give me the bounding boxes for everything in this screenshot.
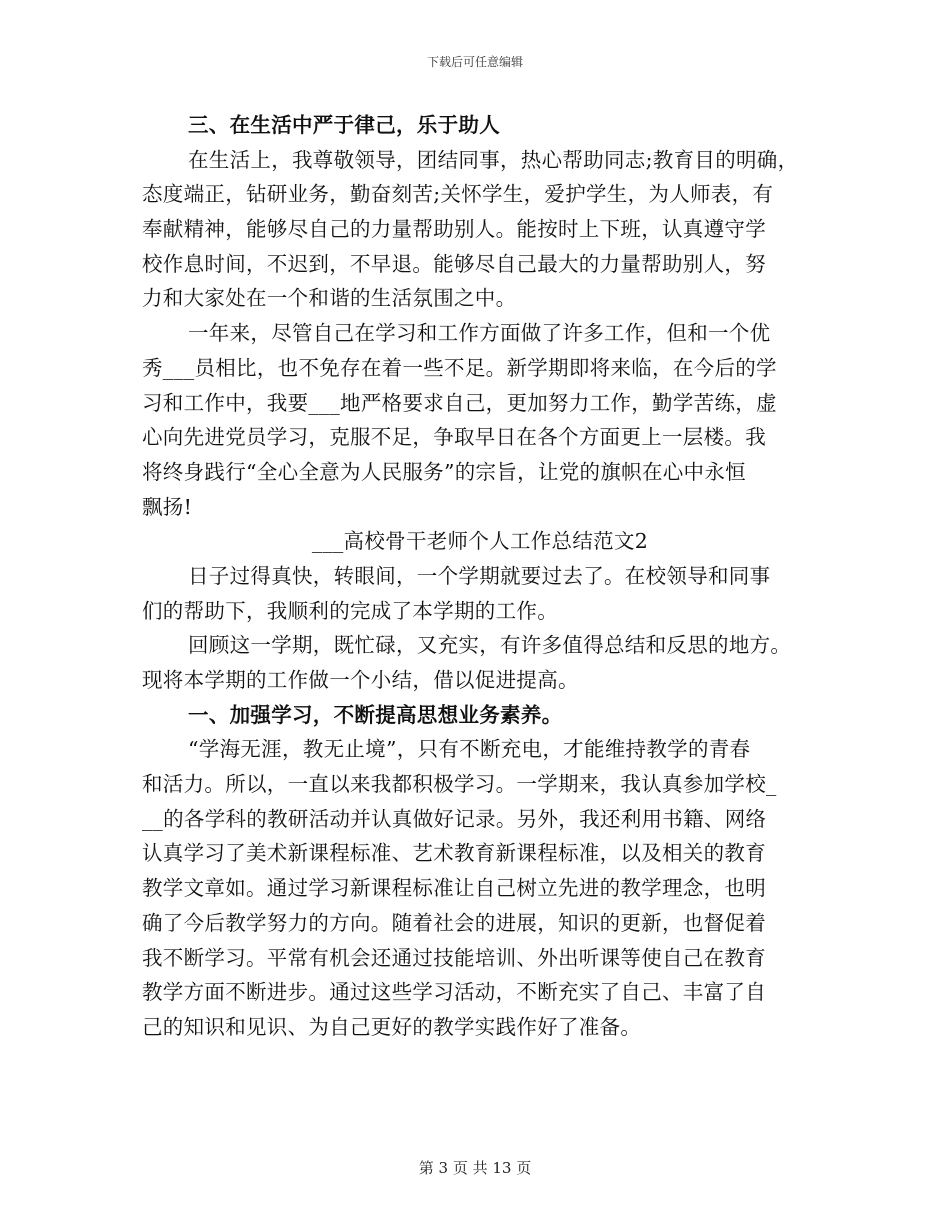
paragraph-line: 日子过得真快，转眼间，一个学期就要过去了。在校领导和同事 — [188, 563, 771, 588]
paragraph-line: 在生活上，我尊敬领导，团结同事，热心帮助同志;教育目的明确， — [188, 147, 799, 172]
paragraph-line: 教学方面不断进步。通过这些学习活动，不断充实了自己、丰富了自 — [142, 980, 766, 1005]
page-header: 下载后可任意编辑 — [426, 55, 523, 69]
document-body — [142, 108, 818, 1045]
page-number: 第 3 页 共 13 页 — [418, 1159, 532, 1177]
paragraph-line: 们的帮助下，我顺利的完成了本学期的工作。 — [142, 598, 558, 623]
paragraph-line: 力和大家处在一个和谐的生活氛围之中。 — [142, 286, 517, 311]
paragraph-line: 回顾这一学期，既忙碌，又充实，有许多值得总结和反思的地方。 — [188, 633, 792, 658]
paragraph-line: 教学文章如。通过学习新课程标准让自己树立先进的教学理念，也明 — [142, 876, 766, 901]
paragraph-line: 奉献精神，能够尽自己的力量帮助别人。能按时上下班，认真遵守学 — [142, 217, 766, 242]
document-title: ___高校骨干老师个人工作总结范文2 — [311, 529, 649, 554]
paragraph-line: 我不断学习。平常有机会还通过技能培训、外出听课等使自己在教育 — [142, 945, 766, 970]
paragraph-line: 将终身践行“全心全意为人民服务”的宗旨，让党的旗帜在心中永恒 — [142, 459, 746, 484]
paragraph-line: 现将本学期的工作做一个小结，借以促进提高。 — [142, 668, 579, 692]
paragraph-line: 心向先进党员学习，克服不足，争取早日在各个方面更上一层楼。我 — [142, 425, 766, 450]
paragraph-line: 己的知识和见识、为自己更好的教学实践作好了准备。 — [142, 1014, 642, 1039]
paragraph-line: 和活力。所以，一直以来我都积极学习。一学期来，我认真参加学校_ — [142, 772, 777, 797]
paragraph-line: “学海无涯，教无止境”，只有不断充电，才能维持教学的青春 — [188, 737, 751, 762]
paragraph-line: 态度端正，钻研业务，勤奋刻苦;关怀学生，爱护学生，为人师表，有 — [142, 182, 774, 207]
paragraph-line: 校作息时间，不迟到，不早退。能够尽自己最大的力量帮助别人，努 — [142, 251, 766, 276]
paragraph-line: 认真学习了美术新课程标准、艺术教育新课程标准，以及相关的教育 — [142, 841, 766, 866]
paragraph-line: 习和工作中，我要___地严格要求自己，更加努力工作，勤学苦练，虚 — [142, 390, 777, 415]
paragraph-line: 一年来，尽管自己在学习和工作方面做了许多工作，但和一个优 — [188, 321, 771, 346]
section-heading: 一、加强学习，不断提高思想业务素养。 — [188, 702, 563, 727]
paragraph-line: 秀___员相比，也不免存在着一些不足。新学期即将来临，在今后的学 — [142, 355, 777, 380]
section-heading: 三、在生活中严于律己，乐于助人 — [188, 113, 500, 137]
paragraph-line: 飘扬! — [142, 494, 193, 519]
paragraph-line: __的各学科的教研活动并认真做好记录。另外，我还利用书籍、网络 — [142, 806, 767, 831]
paragraph-line: 确了今后教学努力的方向。随着社会的进展，知识的更新，也督促着 — [142, 910, 766, 935]
